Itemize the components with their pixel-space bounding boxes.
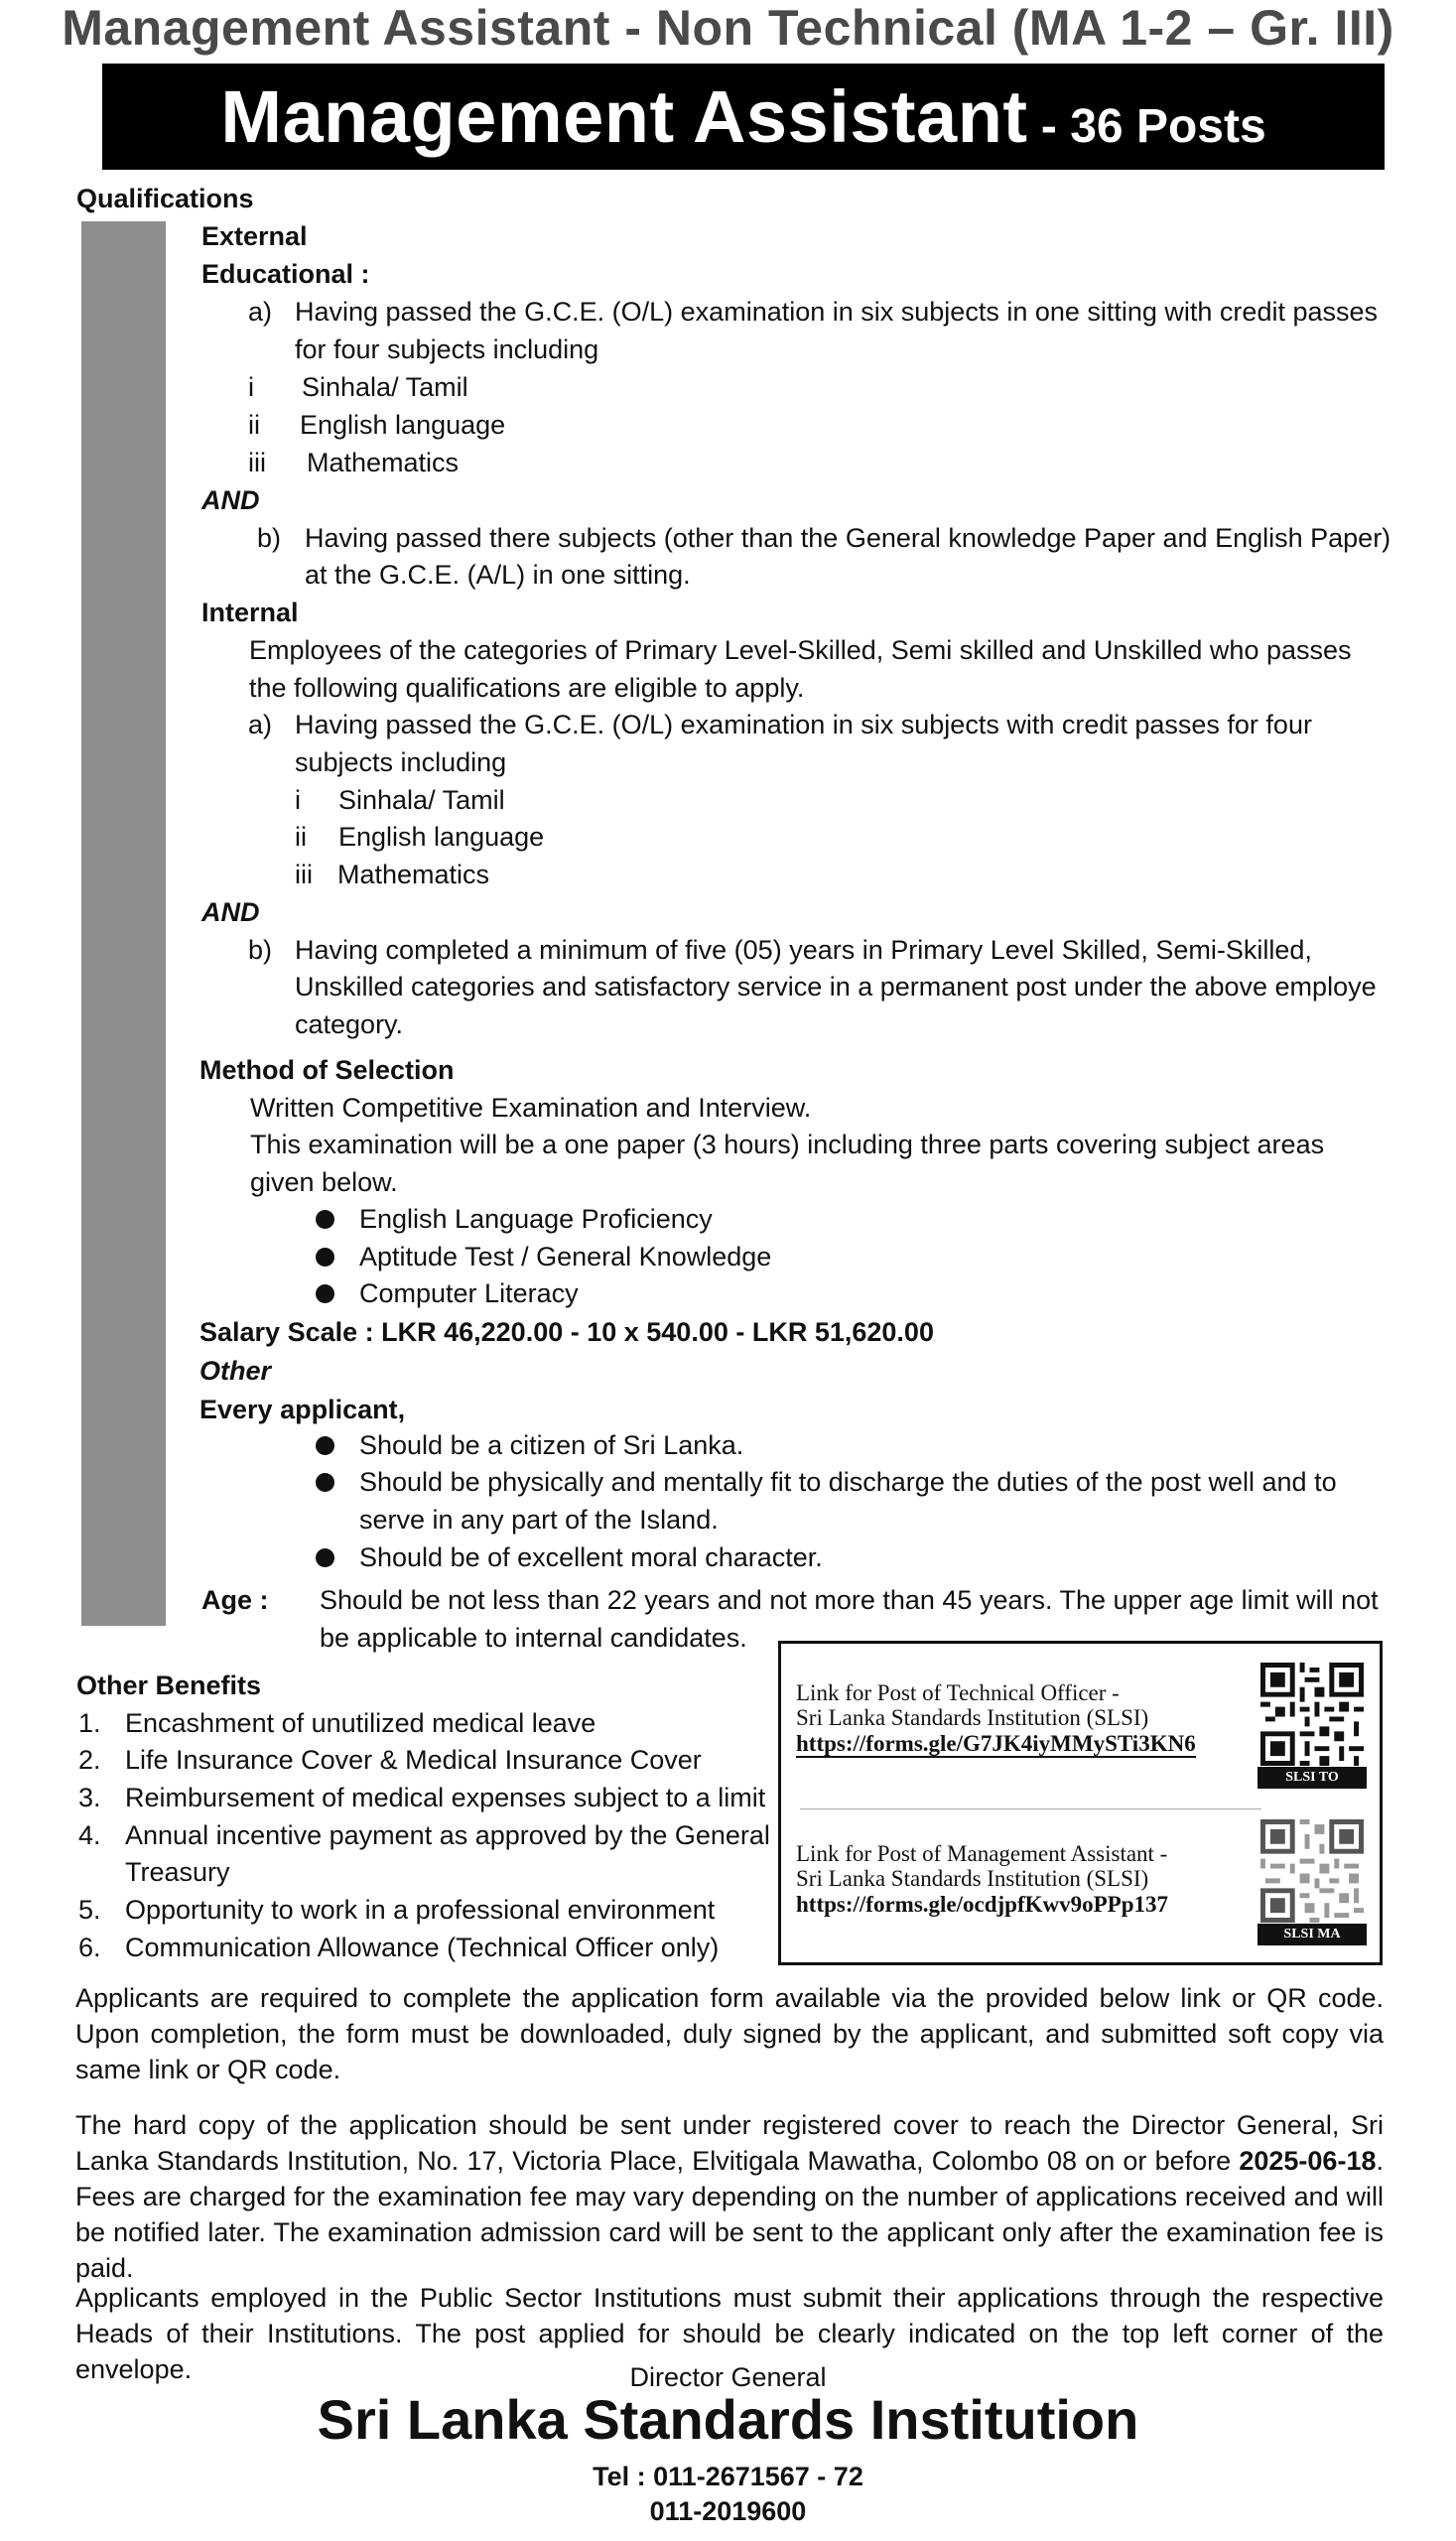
list-marker: a) [248, 710, 273, 739]
instruction-text: The hard copy of the application should be sent under registered cover to reach the Director General, Sri Lanka Standards Institution, No. 17, Victoria Place, Elvitigala Mawatha, Colombo 08 on or before [75, 2110, 1384, 2176]
bullet-icon [316, 1284, 334, 1303]
list-item-text: for four subjects including [295, 334, 599, 364]
list-item-text: Having passed there subjects (other than the General knowledge Paper and English Paper) [305, 523, 1391, 553]
decorative-side-bar [81, 221, 166, 1626]
age-text: Should be not less than 22 years and not more than 45 years. The upper age limit will not [320, 1585, 1379, 1615]
instruction-paragraph: Applicants are required to complete the application form available via the provided below link or QR code. Upon completion, the form must be downloaded, duly signed by the applicant, and submitted soft copy via same link or QR code. [75, 1983, 1384, 2084]
list-item-text: subjects including [295, 747, 507, 777]
list-marker: ii [248, 410, 260, 440]
list-marker: a) [248, 297, 273, 327]
requirement-item: serve in any part of the Island. [359, 1505, 719, 1535]
subject-item: Mathematics [337, 860, 490, 889]
list-marker: 3. [78, 1783, 101, 1812]
benefit-item: Opportunity to work in a professional environment [125, 1895, 716, 1925]
benefit-item: Encashment of unutilized medical leave [125, 1708, 596, 1738]
list-marker: 1. [78, 1708, 101, 1738]
benefit-item: Reimbursement of medical expenses subject to a limit [125, 1783, 766, 1812]
subject-item: English language [300, 410, 506, 440]
list-item-text: at the G.C.E. (A/L) in one sitting. [305, 560, 691, 590]
bullet-icon [316, 1210, 334, 1229]
telephone: 011-2019600 [649, 2496, 807, 2526]
salary-scale: Salary Scale : LKR 46,220.00 - 10 x 540.00 - LKR 51,620.00 [199, 1317, 934, 1347]
divider [800, 1808, 1261, 1809]
banner-title: Management Assistant [220, 75, 1028, 158]
organization-name: Sri Lanka Standards Institution [317, 2388, 1139, 2451]
selection-heading: Method of Selection [199, 1055, 455, 1085]
list-marker: iii [248, 448, 266, 477]
list-item-text: Unskilled categories and satisfactory service in a permanent post under the above employe [295, 972, 1377, 1002]
to-qr-label: SLSI TO [1257, 1767, 1367, 1789]
internal-heading: Internal [201, 598, 299, 627]
subject-item: Sinhala/ Tamil [338, 785, 505, 815]
requirement-item: Should be a citizen of Sri Lanka. [359, 1430, 744, 1460]
bullet-icon [316, 1548, 334, 1567]
bullet-icon [316, 1248, 334, 1267]
benefits-heading: Other Benefits [76, 1671, 262, 1700]
list-marker: iii [295, 860, 313, 889]
other-heading: Other [199, 1356, 272, 1386]
subject-item: Mathematics [307, 448, 460, 477]
internal-intro: Employees of the categories of Primary Level-Skilled, Semi skilled and Unskilled who passes [249, 635, 1352, 665]
list-marker: 2. [78, 1745, 101, 1775]
ma-link-org: Sri Lanka Standards Institution (SLSI) [796, 1866, 1149, 1891]
age-text: be applicable to internal candidates. [320, 1623, 747, 1653]
benefit-item: Treasury [125, 1857, 230, 1887]
list-marker: 5. [78, 1895, 101, 1925]
list-item-text: Having passed the G.C.E. (O/L) examination in six subjects in one sitting with credit passes [295, 297, 1379, 327]
list-marker: ii [295, 822, 307, 852]
educational-heading: Educational : [201, 259, 370, 289]
telephone: Tel : 011-2671567 - 72 [593, 2462, 863, 2491]
subject-item: English language [338, 822, 545, 852]
qr-code-icon[interactable] [1260, 1663, 1364, 1766]
instruction-text: . Fees are charged for the examination fee may vary depending on the number of applications received and will be notified later. The examination admission card will be sent to the applicant only after the examination fee is paid. [75, 2146, 1384, 2283]
requirement-item: Should be of excellent moral character. [359, 1542, 823, 1572]
age-label: Age : [201, 1585, 269, 1615]
post-banner [102, 64, 1385, 170]
bullet-icon [316, 1473, 334, 1492]
list-marker: 4. [78, 1820, 101, 1850]
benefit-item: Communication Allowance (Technical Officer only) [125, 1933, 720, 1962]
and-connector: AND [201, 897, 260, 927]
ma-qr-label: SLSI MA [1257, 1924, 1367, 1945]
to-link-title: Link for Post of Technical Officer - [796, 1680, 1120, 1705]
to-form-link[interactable]: https://forms.gle/G7JK4iyMMySTi3KN6 [796, 1731, 1196, 1756]
benefit-item: Life Insurance Cover & Medical Insurance Cover [125, 1745, 702, 1775]
list-marker: b) [257, 523, 282, 553]
selection-text: given below. [250, 1167, 398, 1197]
signatory-designation: Director General [629, 2362, 827, 2392]
list-marker: i [295, 785, 301, 815]
every-applicant-heading: Every applicant, [199, 1395, 406, 1424]
subject-area: Computer Literacy [359, 1278, 579, 1308]
ma-form-link[interactable]: https://forms.gle/ocdjpfKwv9oPPp137 [796, 1892, 1169, 1917]
bullet-icon [316, 1436, 334, 1455]
qualifications-heading: Qualifications [76, 184, 254, 213]
application-links-box [778, 1641, 1383, 1965]
and-connector: AND [201, 485, 260, 515]
list-marker: i [248, 372, 254, 402]
ma-link-title: Link for Post of Management Assistant - [796, 1841, 1168, 1866]
list-item-text: Having passed the G.C.E. (O/L) examination in six subjects with credit passes for four [295, 710, 1312, 739]
selection-text: This examination will be a one paper (3 hours) including three parts covering subject areas [250, 1130, 1325, 1159]
to-link-org: Sri Lanka Standards Institution (SLSI) [796, 1705, 1149, 1730]
requirement-item: Should be physically and mentally fit to discharge the duties of the post well and to [359, 1467, 1337, 1497]
list-item-text: category. [295, 1009, 404, 1039]
list-item-text: Having completed a minimum of five (05) years in Primary Level Skilled, Semi-Skilled, [295, 935, 1312, 965]
qr-code-icon[interactable] [1260, 1819, 1364, 1923]
closing-date: 2025-06-18 [1239, 2146, 1377, 2176]
benefit-item: Annual incentive payment as approved by the General [125, 1820, 770, 1850]
list-marker: 6. [78, 1933, 101, 1962]
subject-area: Aptitude Test / General Knowledge [359, 1242, 772, 1271]
instruction-paragraph [75, 2107, 1384, 2286]
subject-item: Sinhala/ Tamil [302, 372, 468, 402]
page-title: Management Assistant - Non Technical (MA 1-2 – Gr. III) [62, 0, 1394, 56]
subject-area: English Language Proficiency [359, 1204, 713, 1234]
internal-intro: the following qualifications are eligible to apply. [249, 673, 805, 703]
external-heading: External [201, 221, 308, 251]
banner-post-count: - 36 Posts [1027, 100, 1266, 153]
selection-text: Written Competitive Examination and Interview. [250, 1093, 812, 1123]
list-marker: b) [248, 935, 273, 965]
instruction-paragraph: Applicants employed in the Public Sector Institutions must submit their applications through the respective Heads of their Institutions. The post applied for should be clearly indicated on the top left corner of the envelope. [75, 2283, 1384, 2384]
